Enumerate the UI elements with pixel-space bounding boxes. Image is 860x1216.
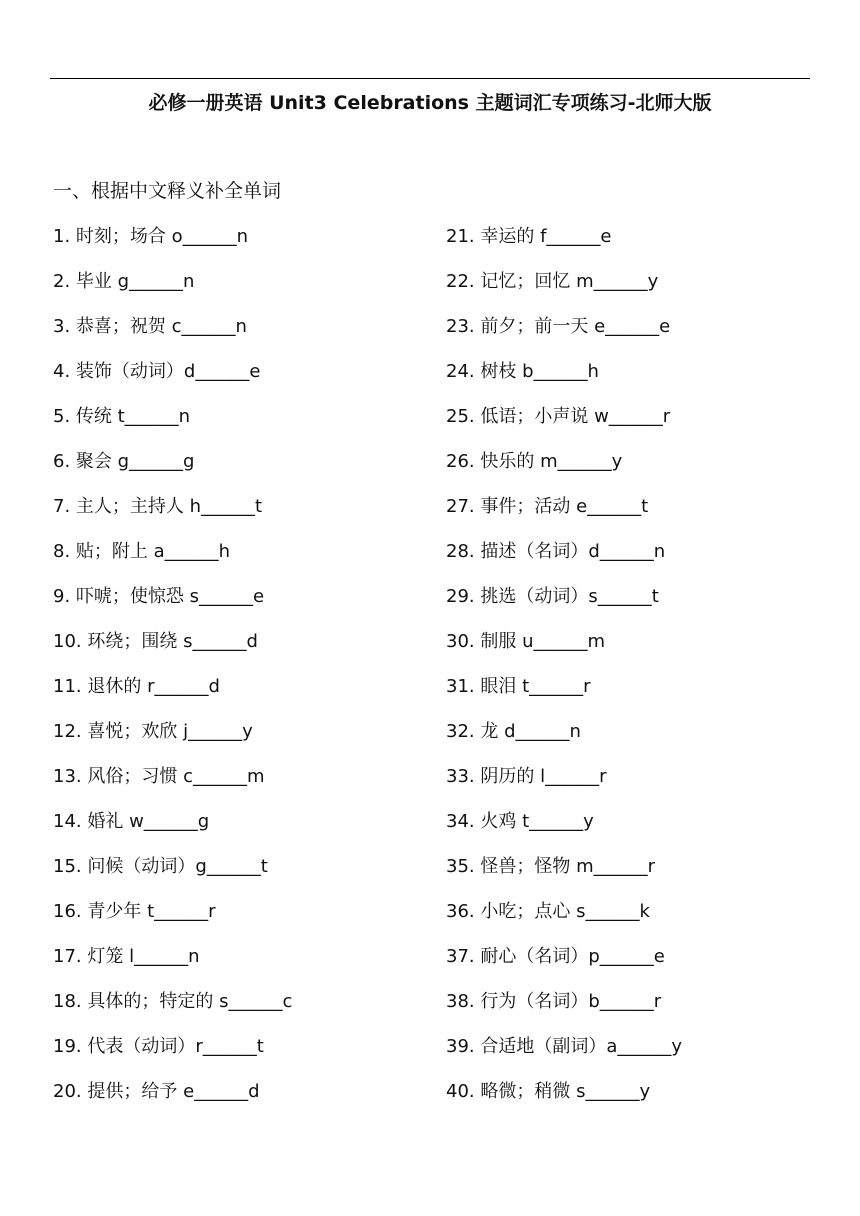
exercise-item: 18. 具体的；特定的 s______c: [53, 991, 293, 1012]
exercise-item: 21. 幸运的 f______e: [446, 226, 612, 247]
page-title: 必修一册英语 Unit3 Celebrations 主题词汇专项练习-北师大版: [148, 92, 712, 114]
exercise-item: 22. 记忆；回忆 m______y: [446, 271, 659, 292]
exercise-item: 39. 合适地（副词）a______y: [446, 1036, 683, 1057]
exercise-item: 12. 喜悦；欢欣 j______y: [53, 721, 253, 742]
exercise-item: 25. 低语；小声说 w______r: [446, 406, 671, 427]
exercise-item: 2. 毕业 g______n: [53, 271, 195, 292]
exercise-item: 27. 事件；活动 e______t: [446, 496, 649, 517]
exercise-item: 7. 主人；主持人 h______t: [53, 496, 263, 517]
exercise-item: 24. 树枝 b______h: [446, 361, 599, 382]
exercise-item: 30. 制服 u______m: [446, 631, 606, 652]
exercise-item: 37. 耐心（名词）p______e: [446, 946, 665, 967]
exercise-item: 35. 怪兽；怪物 m______r: [446, 856, 656, 877]
exercise-item: 40. 略微；稍微 s______y: [446, 1081, 651, 1102]
exercise-item: 3. 恭喜；祝贺 c______n: [53, 316, 247, 337]
exercise-item: 26. 快乐的 m______y: [446, 451, 623, 472]
exercise-item: 34. 火鸡 t______y: [446, 811, 594, 832]
right-column: [446, 224, 826, 1124]
exercise-item: 33. 阴历的 l______r: [446, 766, 607, 787]
exercise-item: 36. 小吃；点心 s______k: [446, 901, 650, 922]
exercise-item: 13. 风俗；习惯 c______m: [53, 766, 265, 787]
exercise-item: 15. 问候（动词）g______t: [53, 856, 268, 877]
exercise-item: 16. 青少年 t______r: [53, 901, 216, 922]
exercise-item: 38. 行为（名词）b______r: [446, 991, 662, 1012]
exercise-item: 23. 前夕；前一天 e______e: [446, 316, 671, 337]
exercise-item: 10. 环绕；围绕 s______d: [53, 631, 258, 652]
exercise-item: 5. 传统 t______n: [53, 406, 191, 427]
exercise-item: 8. 贴；附上 a______h: [53, 541, 231, 562]
exercise-item: 19. 代表（动词）r______t: [53, 1036, 264, 1057]
exercise-item: 1. 时刻；场合 o______n: [53, 226, 249, 247]
exercise-item: 4. 装饰（动词）d______e: [53, 361, 261, 382]
exercise-item: 31. 眼泪 t______r: [446, 676, 591, 697]
exercise-item: 29. 挑选（动词）s______t: [446, 586, 659, 607]
section-heading: 一、根据中文释义补全单词: [53, 180, 282, 202]
exercise-item: 28. 描述（名词）d______n: [446, 541, 666, 562]
exercise-item: 11. 退休的 r______d: [53, 676, 220, 697]
exercise-item: 17. 灯笼 l______n: [53, 946, 200, 967]
exercise-item: 9. 吓唬；使惊恐 s______e: [53, 586, 265, 607]
exercise-item: 32. 龙 d______n: [446, 721, 581, 742]
exercise-item: 14. 婚礼 w______g: [53, 811, 210, 832]
exercise-item: 6. 聚会 g______g: [53, 451, 195, 472]
left-column: [53, 224, 433, 1124]
exercise-item: 20. 提供；给予 e______d: [53, 1081, 260, 1102]
header-rule: [50, 78, 810, 79]
